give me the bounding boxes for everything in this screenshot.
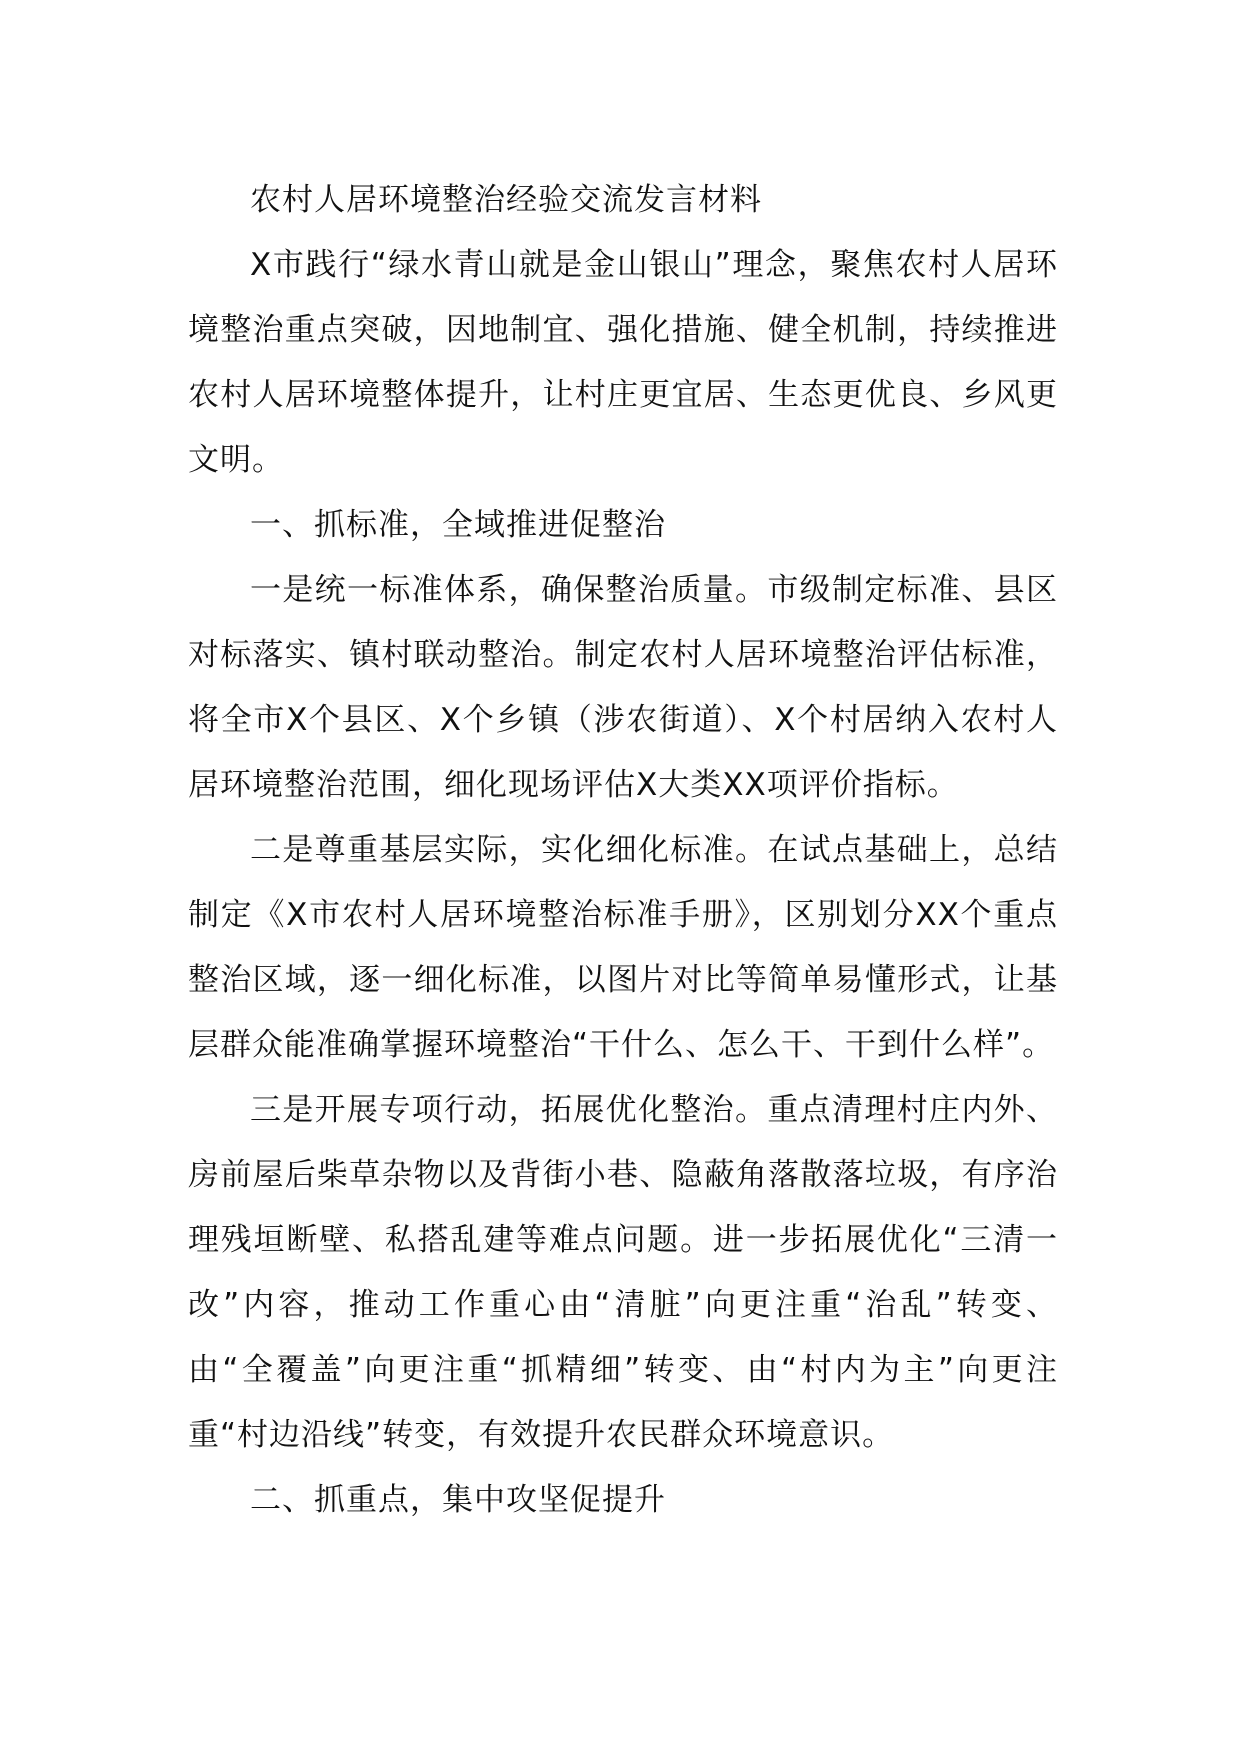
section1-paragraph-2: 二是尊重基层实际，实化细化标准。在试点基础上，总结制定《X市农村人居环境整治标准手册》，区别划分XX个重点整治区域，逐一细化标准，以图片对比等简单易懂形式，让基层群众能准确掌握环境整治“干什么、怎么干、干到什么样”。 bbox=[188, 832, 1058, 1063]
section-heading-2: 二、抓重点，集中攻坚促提升 bbox=[250, 1482, 666, 1518]
section-heading-1: 一、抓标准，全域推进促整治 bbox=[250, 507, 666, 543]
section1-paragraph-3: 三是开展专项行动，拓展优化整治。重点清理村庄内外、房前屋后柴草杂物以及背街小巷、隐蔽角落散落垃圾，有序治理残垣断壁、私搭乱建等难点问题。进一步拓展优化“三清一改”内容，推动工作重心由“清脏”向更注重“治乱”转变、由“全覆盖”向更注重“抓精细”转变、由“村内为主”向更注重“村边沿线”转变，有效提升农民群众环境意识。 bbox=[188, 1092, 1058, 1453]
section1-paragraph-1: 一是统一标准体系，确保整治质量。市级制定标准、县区对标落实、镇村联动整治。制定农村人居环境整治评估标准，将全市X个县区、X个乡镇（涉农街道）、X个村居纳入农村人居环境整治范围，细化现场评估X大类XX项评价指标。 bbox=[188, 572, 1058, 803]
intro-paragraph: X市践行“绿水青山就是金山银山”理念，聚焦农村人居环境整治重点突破，因地制宜、强化措施、健全机制，持续推进农村人居环境整体提升，让村庄更宜居、生态更优良、乡风更文明。 bbox=[188, 247, 1058, 478]
document-title: 农村人居环境整治经验交流发言材料 bbox=[250, 182, 762, 218]
document-body bbox=[188, 168, 1058, 1533]
